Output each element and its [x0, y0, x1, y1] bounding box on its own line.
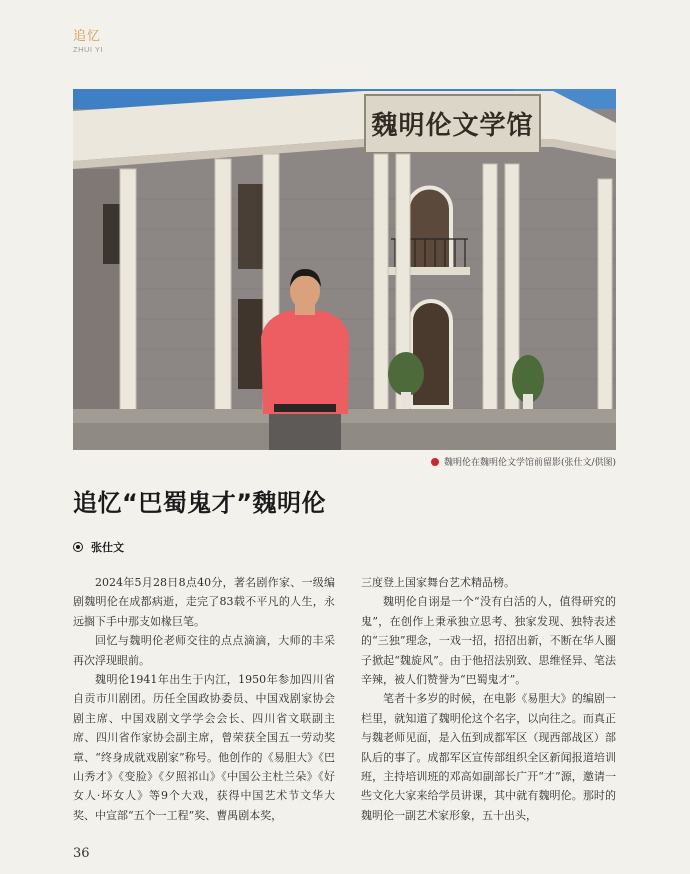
building-photo [73, 89, 616, 450]
paragraph: 笔者十多岁的时候，在电影《易胆大》的编剧一栏里，就知道了魏明伦这个名字，以向往之。而真正与魏老师见面，是入伍到成都军区（现西部战区）部队后的事了。成都军区宣传部组织全区新闻报道培训班，主持培训班的邓高如副部长广开“才”源，邀请一些文化大家来给学员讲课，其中就有魏明伦。那时的魏明伦一副艺术家形象，五十出头， [361, 692, 616, 822]
author-line [73, 539, 124, 555]
sign-text: 魏明伦文学馆 [371, 111, 534, 141]
photo-caption-text: 魏明伦在魏明伦文学馆前留影(张仕文/供图) [443, 458, 616, 468]
paragraph: 回忆与魏明伦老师交往的点点滴滴，大师的丰采再次浮现眼前。 [73, 634, 335, 667]
body-column-right [361, 573, 616, 825]
section-label [73, 30, 103, 55]
paragraph: 2024年5月28日8点40分，著名剧作家、一级编剧魏明伦在成都病逝，走完了83载不平凡的人生，永远搁下手中那支如椽巨笔。 [73, 576, 335, 628]
page-number: 36 [73, 846, 90, 861]
body-column-left [73, 573, 335, 825]
article-title: 追忆“巴蜀鬼才”魏明伦 [73, 489, 327, 517]
photo-caption [431, 455, 616, 468]
caption-dot-icon [431, 458, 439, 466]
paragraph-continued: 三度登上国家舞台艺术精品榜。 [361, 576, 515, 589]
section-label-en: ZHUI YI [73, 45, 104, 54]
paragraph: 魏明伦自诩是一个“没有白活的人，值得研究的鬼”，在创作上秉承独立思考、独家发现、独特表述的“三独”理念，一戏一招，招招出新，不断在华人圈子掀起“魏旋风”。由于他招法别致、思维怪异、笔法辛辣，被人们赞誉为“巴蜀鬼才”。 [361, 595, 616, 687]
section-label-cn: 追忆 [73, 29, 102, 44]
author-bullet-icon [73, 542, 83, 552]
building-photo-illustration [73, 89, 616, 450]
paragraph: 魏明伦1941年出生于内江，1950年参加四川省自贡市川剧团。历任全国政协委员、中国戏剧家协会剧主席、中国戏剧文学学会会长、四川省文联副主席、四川省作家协会副主席，曾荣获全国五一劳动奖章、“终身成就戏剧家”称号。他创作的《易胆大》《巴山秀才》《变脸》《夕照祁山》《中国公主杜兰朵》《好女人·坏女人》等9个大戏，获得中国艺术节文华大奖、中宣部“五个一工程”奖、曹禺剧本奖， [73, 673, 335, 822]
author-name: 张仕文 [91, 541, 124, 554]
